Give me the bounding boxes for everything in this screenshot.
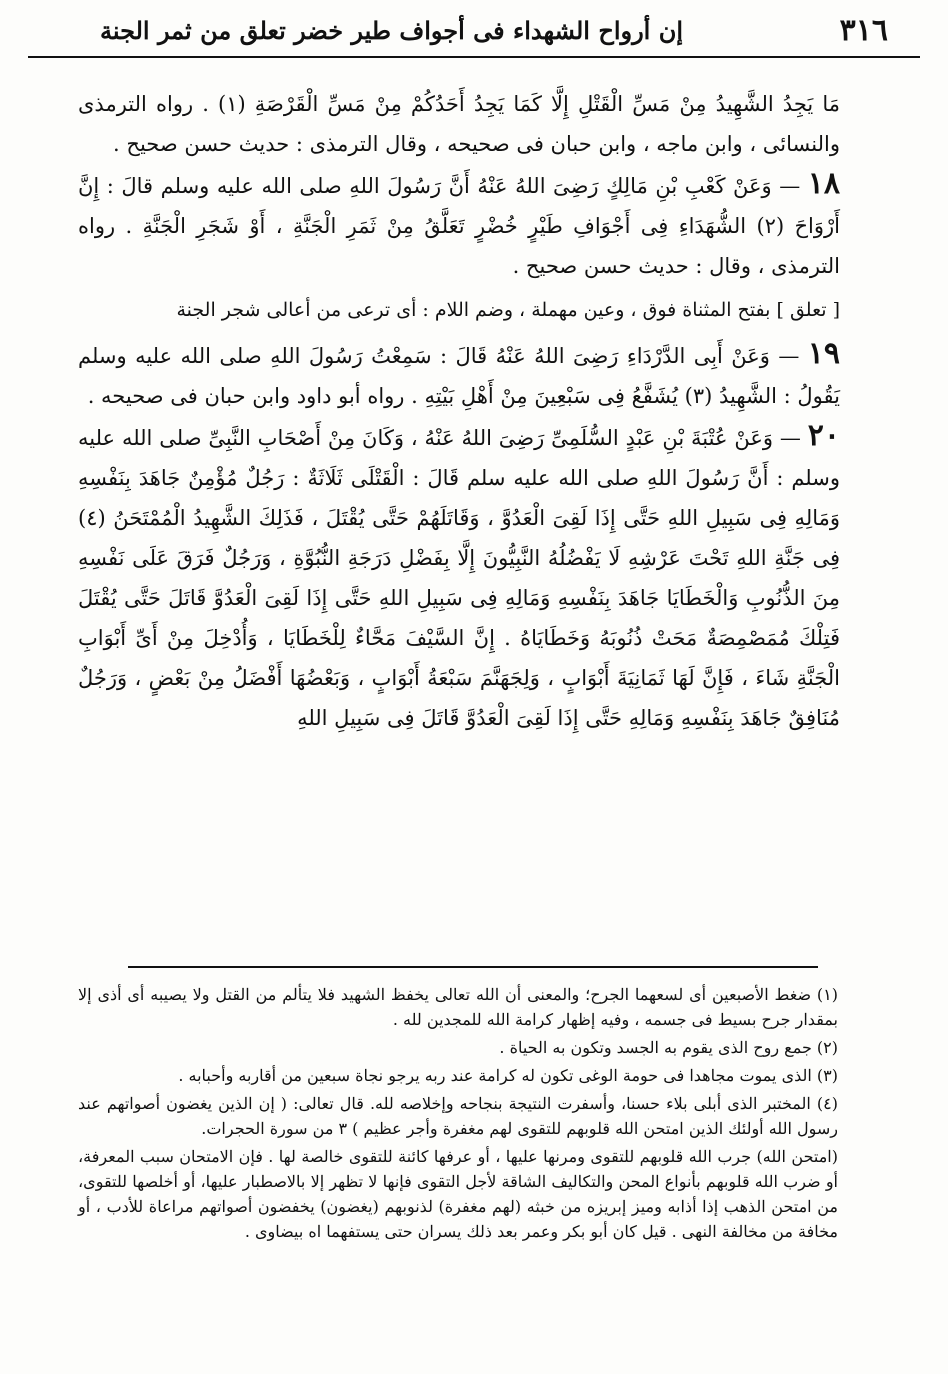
- header-rule: [28, 56, 920, 58]
- hadith-text: — وَعَنْ عُتْبَةَ بْنِ عَبْدٍ السُّلَمِىِّ رَضِىَ اللهُ عَنْهُ ، وَكَانَ مِنْ أَصْحَابِ النَّبِىِّ صلى الله عليه وسلم : أَنَّ رَسُولَ اللهِ صلى الله عليه سلم قَالَ : الْقَتْلَى ثَلَاثَةٌ : رَجُلٌ مُؤْمِنٌ جَاهَدَ بِنَفْسِهِ وَمَالِهِ فِى سَبِيلِ اللهِ حَتَّى إِذَا لَقِىَ الْعَدُوَّ ، وَقَاتَلَهُمْ حَتَّى يُقْتَلَ ، فَذَلِكَ الشَّهِيدُ الْمُمْتَحَنُ (٤) فِى جَنَّةِ اللهِ تَحْتَ عَرْشِهِ لَا يَفْضُلُهُ النَّبِيُّونَ إِلَّا بِفَضْلِ دَرَجَةِ النُّبُوَّةِ ، وَرَجُلٌ فَرَقَ عَلَى نَفْسِهِ مِنَ الذُّنُوبِ وَالْخَطَايَا جَاهَدَ بِنَفْسِهِ وَمَالِهِ فِى سَبِيلِ اللهِ حَتَّى إِذَا لَقِىَ الْعَدُوَّ قَاتَلَ حَتَّى يُقْتَلَ فَتِلْكَ مُمَصْمِصَةٌ مَحَتْ ذُنُوبَهُ وَخَطَايَاهُ . إِنَّ السَّيْفَ مَحَّاءٌ لِلْخَطَايَا ، وَأُدْخِلَ مِنْ أَىِّ أَبْوَابِ الْجَنَّةِ شَاءَ ، فَإِنَّ لَهَا ثَمَانِيَةَ أَبْوَابٍ ، وَلِجَهَنَّمَ سَبْعَةُ أَبْوَابٍ ، وَبَعْضُهَا أَفْضَلُ مِنْ بَعْضٍ ، وَرَجُلٌ مُنَافِقٌ جَاهَدَ بِنَفْسِهِ وَمَالِهِ حَتَّى إِذَا لَقِىَ الْعَدُوَّ قَاتَلَ فِى سَبِيلِ اللهِ: [78, 426, 840, 730]
- hadith-number: ١٩: [807, 336, 840, 371]
- footnote-3: (٣) الذى يموت مجاهدا فى حومة الوغى تكون له كرامة عند ربه يرجو نجاة سبعين من أقاربه وأحبابه .: [178, 1066, 838, 1085]
- footnote-1: (١) ضغط الأصبعين أى لسعهما الجرح؛ والمعنى أن الله تعالى يخفظ الشهيد فلا يتألم من القتل ولا يصيبه أى أذى إلا بمقدار جرح بسيط فى جسمه ، وفيه إظهار كرامة الله للمجدين لله .: [78, 985, 838, 1029]
- main-text: [78, 84, 840, 738]
- paragraph-hadith-20: [78, 416, 840, 738]
- hadith-number: ٢٠: [807, 418, 840, 453]
- page-header: [40, 12, 908, 48]
- paragraph-hadith-18: [78, 164, 840, 286]
- paragraph-hadith-19: [78, 334, 840, 416]
- hadith-text: — وَعَنْ أَبِى الدَّرْدَاءِ رَضِىَ اللهُ عَنْهُ قَالَ : سَمِعْتُ رَسُولَ اللهِ صلى الله عليه وسلم يَقُولُ : الشَّهِيدُ (٣) يُشَفَّعُ فِى سَبْعِينَ مِنْ أَهْلِ بَيْتِهِ . رواه أبو داود وابن حبان فى صحيحه .: [78, 344, 840, 408]
- footnotes: [78, 982, 838, 1247]
- footnote-rule: [128, 966, 818, 968]
- footnote-4: (٤) المختبر الذى أبلى بلاء حسنا، وأسفرت النتيجة بنجاحه وإخلاصه لله. قال تعالى: ( إن الذين يغضون أصواتهم عند رسول الله أولئك الذين امتحن الله قلوبهم للتقوى لهم مغفرة وأجر عظيم ) ٣ من سورة الحجرات.: [78, 1094, 838, 1138]
- footnote-4-continued: (امتحن الله) جرب الله قلوبهم للتقوى ومرنها عليها ، أو عرفها كائنة للتقوى خالصة لها . فإن الامتحان سبب المعرفة، أو ضرب الله قلوبهم بأنواع المحن والتكاليف الشاقة لأجل التقوى فإنها لا تظهر إلا بالاصطبار عليها، أو أخلصها للتقوى، من امتحن الذهب إذا أذابه وميز إبريزه من خبثه (لهم مغفرة) لذنوبهم (يغضون) يخفضون أصواتهم مراعاة للأدب ، أو مخافة من مخالفة النهى . قيل كان أبو بكر وعمر بعد ذلك يسران حتى يستفهما اه بيضاوى .: [78, 1147, 838, 1241]
- paragraph-hadith-17-end: مَا يَجِدُ الشَّهِيدُ مِنْ مَسِّ الْقَتْلِ إِلَّا كَمَا يَجِدُ أَحَدُكُمْ مِنْ مَسِّ الْقَرْصَةِ (١) . رواه الترمذى والنسائى ، وابن ماجه ، وابن حبان فى صحيحه ، وقال الترمذى : حديث حسن صحيح .: [78, 92, 840, 156]
- hadith-text: — وَعَنْ كَعْبِ بْنِ مَالِكٍ رَضِىَ اللهُ عَنْهُ أَنَّ رَسُولَ اللهِ صلى الله عليه وسلم قالَ : إِنَّ أَرْوَاحَ (٢) الشُّهَدَاءِ فِى أَجْوَافِ طَيْرٍ خُضْرٍ تَعَلَّقُ مِنْ ثَمَرِ الْجَنَّةِ ، أَوْ شَجَرِ الْجَنَّةِ . رواه الترمذى ، وقال : حديث حسن صحيح .: [78, 174, 841, 278]
- page-number: ٣١٦: [839, 12, 888, 48]
- running-title: إن أرواح الشهداء فى أجواف طير خضر تعلق من ثمر الجنة: [100, 15, 683, 45]
- gloss-note: [ تعلق ] بفتح المثناة فوق ، وعين مهملة ، وضم اللام : أى ترعى من أعالى شجر الجنة: [176, 299, 840, 321]
- hadith-number: ١٨: [807, 166, 840, 201]
- footnote-2: (٢) جمع روح الذى يقوم به الجسد وتكون به الحياة .: [499, 1038, 838, 1057]
